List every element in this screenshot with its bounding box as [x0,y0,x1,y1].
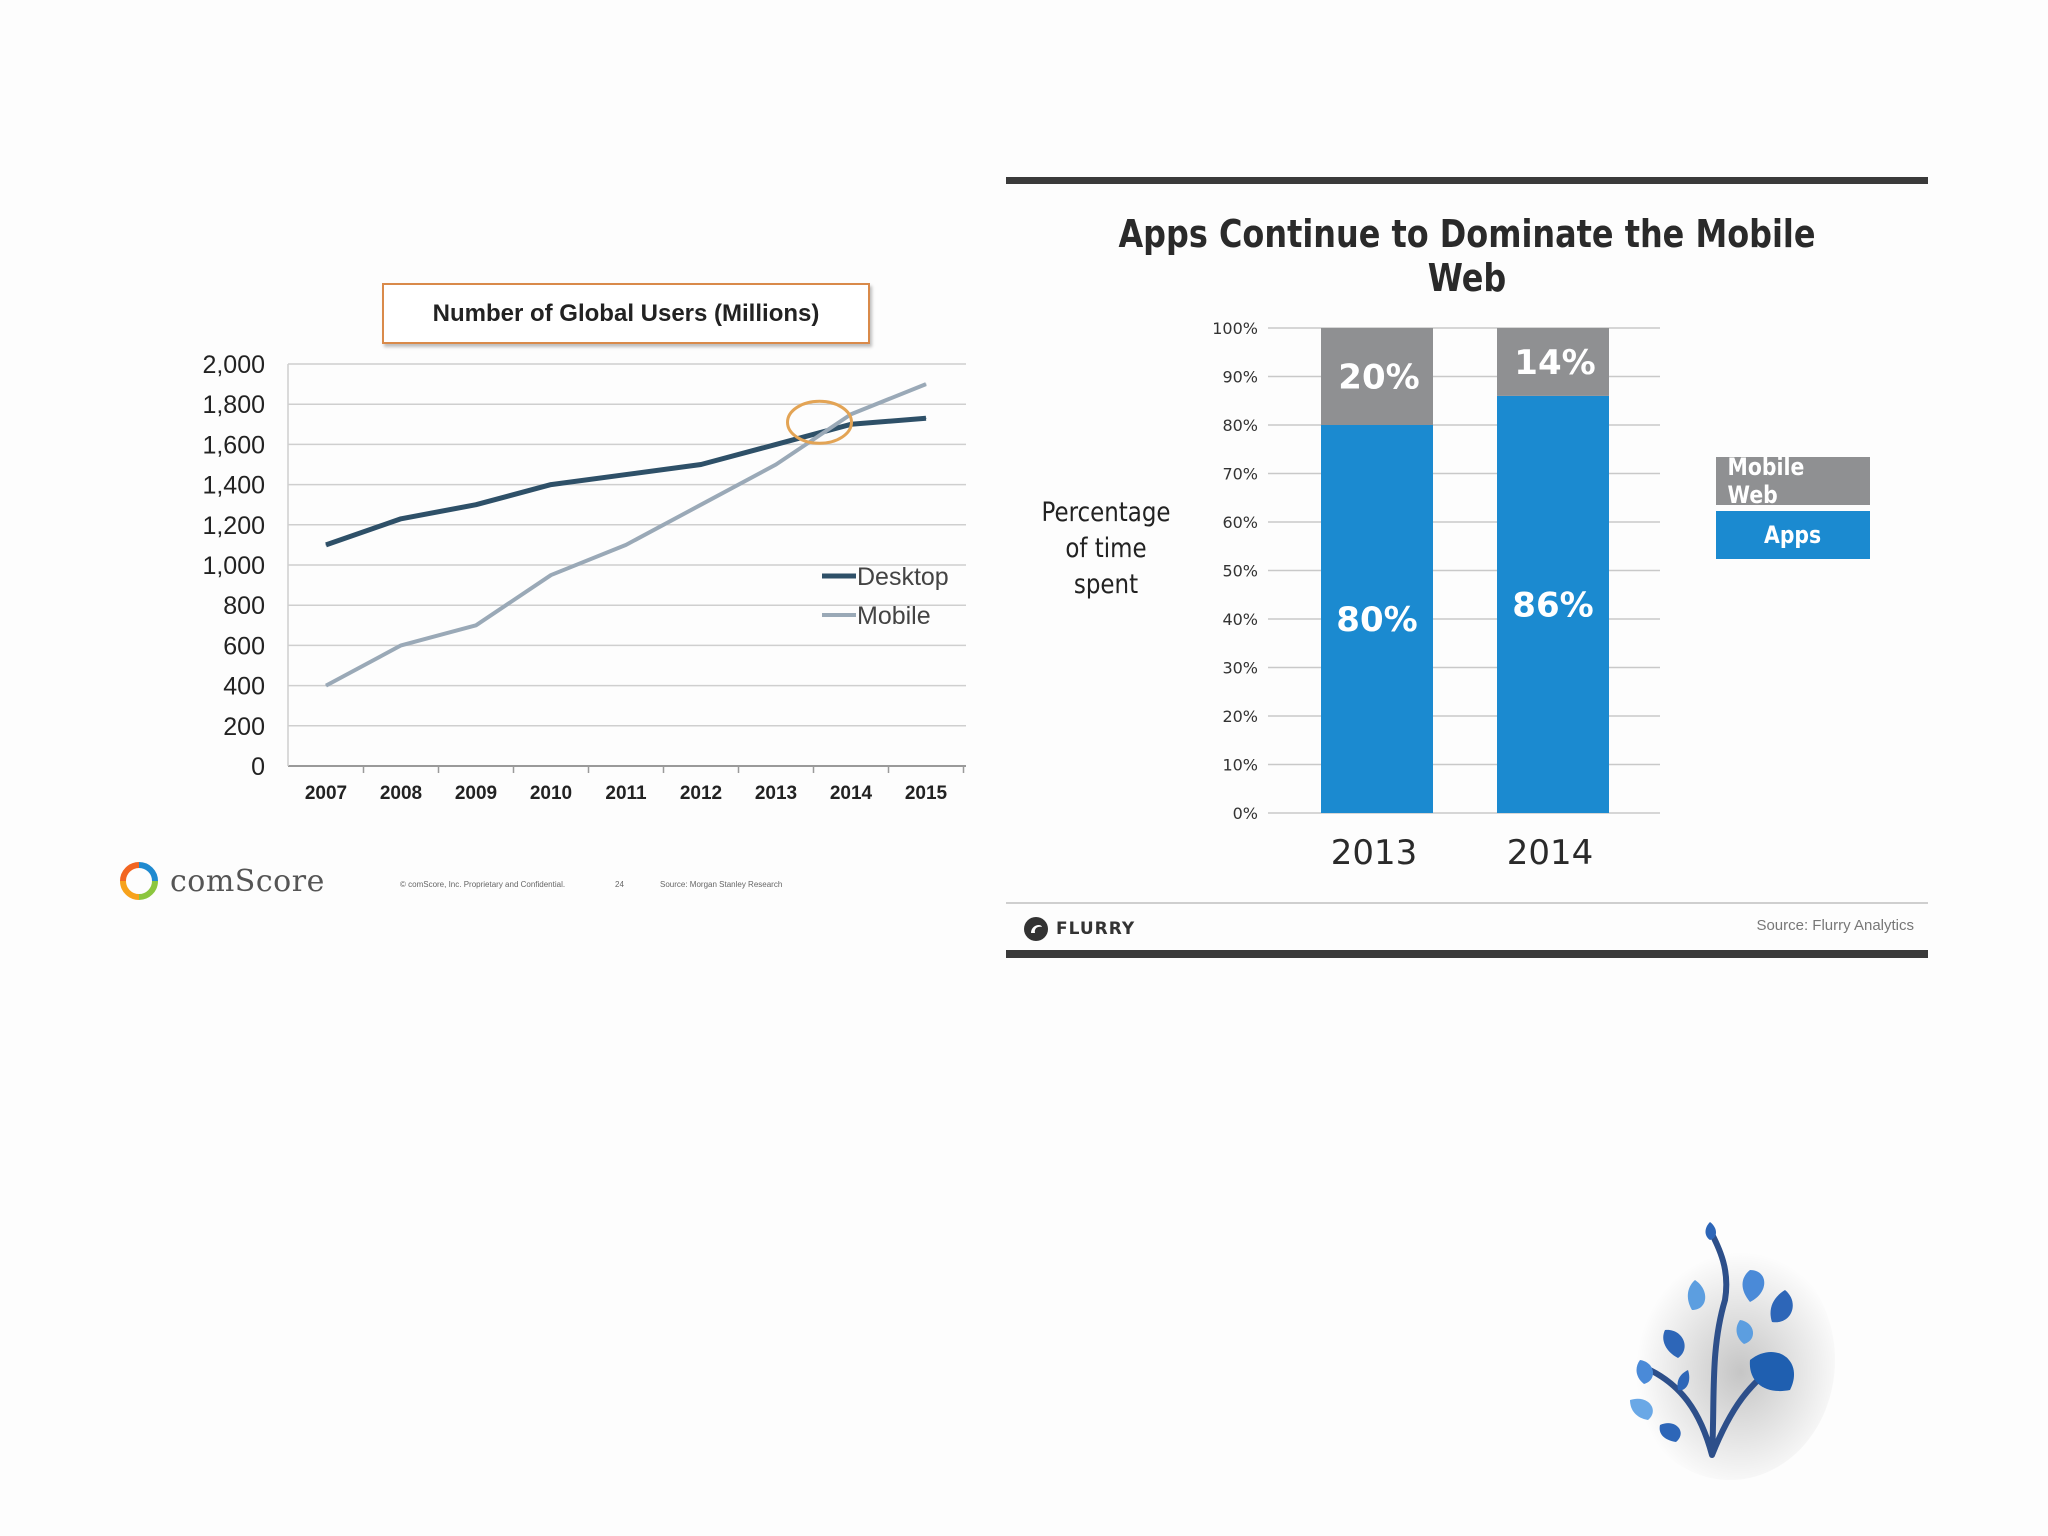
y-tick-label: 200 [223,712,265,741]
y-tick-label: 1,200 [202,511,265,540]
data-point-mobile [701,504,702,505]
flurry-top-rule [1006,177,1928,184]
y-tick-label: 800 [223,592,265,621]
apps-vs-web-bar-chart [1000,300,1700,900]
x-tick-label: 2010 [529,783,573,804]
bar-y-tick-label: 100% [1212,319,1258,338]
x-tick-label: 2011 [605,783,647,804]
data-point-desktop [551,484,552,485]
data-point-desktop [476,504,477,505]
flurry-footer-divider [1006,902,1928,904]
y-tick-label: 1,400 [202,471,265,500]
comscore-wordmark: comScore [170,863,325,899]
bar-y-tick-label: 70% [1222,464,1258,484]
bar-category-label: 2014 [1506,833,1594,873]
y-tick-label: 600 [223,632,265,661]
bar-y-tick-label: 10% [1222,755,1258,775]
data-point-desktop [776,444,777,445]
legend-apps [1716,511,1870,559]
data-point-mobile [626,544,627,545]
bar-mobile-web-value-label: 14% [1514,342,1596,383]
bar-y-tick-label: 30% [1222,658,1258,678]
bar-y-tick-label: 90% [1222,367,1258,387]
y-tick-label: 2,000 [202,351,265,379]
bar-mobile-web-value-label: 20% [1338,357,1420,398]
legend-mobile-web [1716,453,1870,509]
series-line-desktop [326,418,926,545]
data-point-mobile [776,464,777,465]
x-tick-label: 2009 [454,783,498,804]
data-point-desktop [401,518,402,519]
bar-chart-title: Apps Continue to Dominate the Mobile Web [1118,212,1816,300]
y-tick-label: 1,800 [202,391,265,420]
flurry-wordmark: FLURRY [1056,919,1136,939]
data-point-desktop [701,464,702,465]
bar-y-tick-label: 80% [1222,416,1258,435]
legend-apps-label: Apps [1764,521,1822,549]
data-point-desktop [926,418,927,419]
data-point-mobile [401,645,402,646]
y-tick-label: 400 [223,672,265,701]
comscore-footer-legal: © comScore, Inc. Proprietary and Confidential. [400,880,566,889]
data-point-mobile [926,384,927,385]
bar-apps-value-label: 80% [1336,600,1418,640]
ylabel-line-2: of time spent [1065,533,1147,600]
comscore-footer-page: 24 [615,880,624,889]
leaf-tree-logo-icon [1600,1210,1840,1480]
data-point-desktop [626,474,627,475]
flurry-brand [1022,914,1135,944]
x-tick-label: 2007 [304,783,348,804]
bar-category-label: 2013 [1330,833,1418,873]
comscore-ring-logo-icon [120,862,158,900]
bar-y-tick-label: 20% [1222,707,1258,726]
y-tick-label: 1,000 [202,552,265,580]
bar-apps-value-label: 86% [1512,585,1594,626]
comscore-brand [120,857,325,905]
x-tick-label: 2008 [379,783,423,804]
bar-y-tick-label: 60% [1222,513,1258,532]
data-point-mobile [551,575,552,576]
bar-y-tick-label: 40% [1222,610,1258,629]
line-chart-title: Number of Global Users (Millions) [382,283,870,344]
legend-mobile-web-label: Mobile Web [1727,453,1805,509]
global-users-line-chart [0,0,1000,960]
x-tick-label: 2012 [679,783,723,804]
data-point-desktop [326,544,327,545]
y-tick-label: 0 [251,753,265,781]
ylabel-line-1: Percentage [1041,497,1171,528]
bar-y-tick-label: 0% [1232,804,1258,823]
x-tick-label: 2013 [754,783,798,804]
comscore-footer-source: Source: Morgan Stanley Research [660,880,783,889]
x-tick-label: 2014 [829,783,873,804]
flurry-bottom-rule [1006,950,1928,958]
flurry-swirl-logo-icon [1022,915,1050,943]
y-tick-label: 1,600 [202,431,265,460]
x-tick-label: 2015 [904,783,948,804]
data-point-mobile [476,625,477,626]
bar-y-tick-label: 50% [1222,561,1258,581]
data-point-mobile [326,685,327,686]
legend-label-desktop: Desktop [857,563,949,591]
flurry-source-note: Source: Flurry Analytics [1756,917,1914,934]
legend-label-mobile: Mobile [857,602,931,630]
